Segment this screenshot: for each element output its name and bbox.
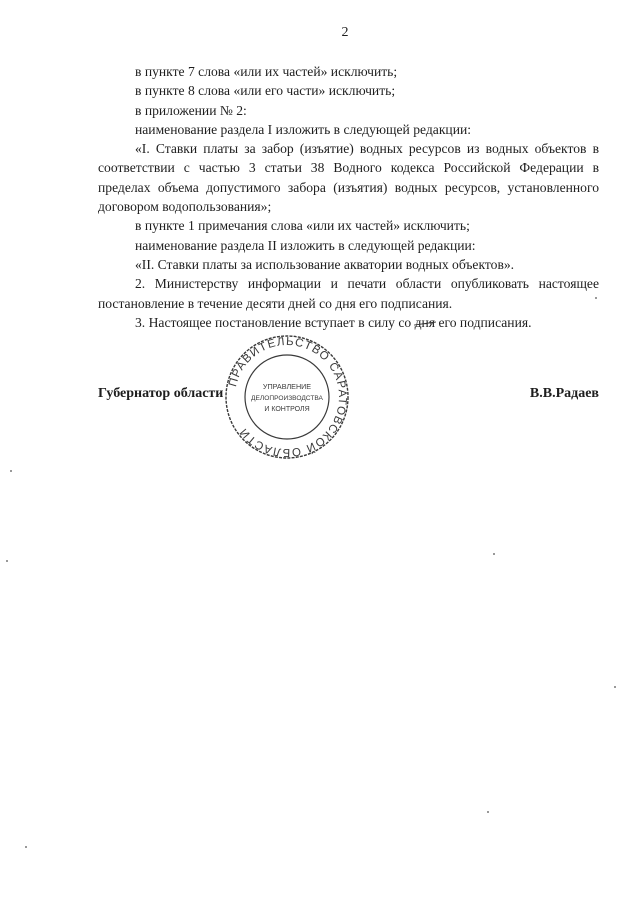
seal-center-line: ДЕЛОПРОИЗВОДСТВА: [251, 395, 323, 402]
paragraph-section-one-title: «I. Ставки платы за забор (изъятие) водных ресурсов из водных объектов в соответствии с частью 3 статьи 38 Водного кодекса Российской Федерации в пределах объема допустимого забора (изъятия) водных ресурсов, установленного договором водопользования»;: [98, 141, 599, 215]
paragraph-publication-order: 2. Министерству информации и печати области опубликовать настоящее постановление в течение десяти дней со дня его подписания.: [98, 276, 599, 311]
seal-center-line: И КОНТРОЛЯ: [264, 406, 310, 413]
paragraph: в пункте 8 слова «или его части» исключить;: [135, 83, 396, 99]
scan-speck: [487, 811, 489, 813]
scan-speck: [614, 686, 616, 688]
scan-speck: [493, 553, 495, 555]
paragraph-section-two-title: «II. Ставки платы за использование акватории водных объектов».: [135, 256, 515, 272]
effective-date-text-before: 3. Настоящее постановление вступает в силу со: [135, 314, 415, 330]
seal-center-line: УПРАВЛЕНИЕ: [262, 382, 312, 391]
body-text: [98, 62, 599, 332]
signer-name: В.В.Радаев: [529, 386, 599, 401]
seal-ring-text: ПРАВИТЕЛЬСТВО САРАТОВСКОЙ ОБЛАСТИ: [227, 335, 349, 459]
paragraph: в пункте 7 слова «или их частей» исключить;: [135, 64, 398, 79]
scan-speck: [6, 560, 8, 562]
paragraph: наименование раздела II изложить в следующей редакции:: [135, 237, 476, 253]
scan-speck: [595, 297, 597, 299]
scan-speck: [10, 470, 12, 472]
paragraph: в приложении № 2:: [135, 102, 247, 118]
paragraph: наименование раздела I изложить в следующей редакции:: [135, 121, 472, 137]
scan-speck: [25, 846, 27, 848]
signer-title: Губернатор области: [98, 386, 224, 401]
effective-date-text-after: его подписания.: [435, 314, 532, 330]
paragraph: в пункте 1 примечания слова «или их частей» исключить;: [135, 218, 470, 234]
paragraph-effective-date: [98, 313, 599, 332]
official-seal-stamp: [222, 332, 352, 462]
struck-word: дня: [414, 314, 436, 330]
page-number: 2: [341, 25, 349, 40]
